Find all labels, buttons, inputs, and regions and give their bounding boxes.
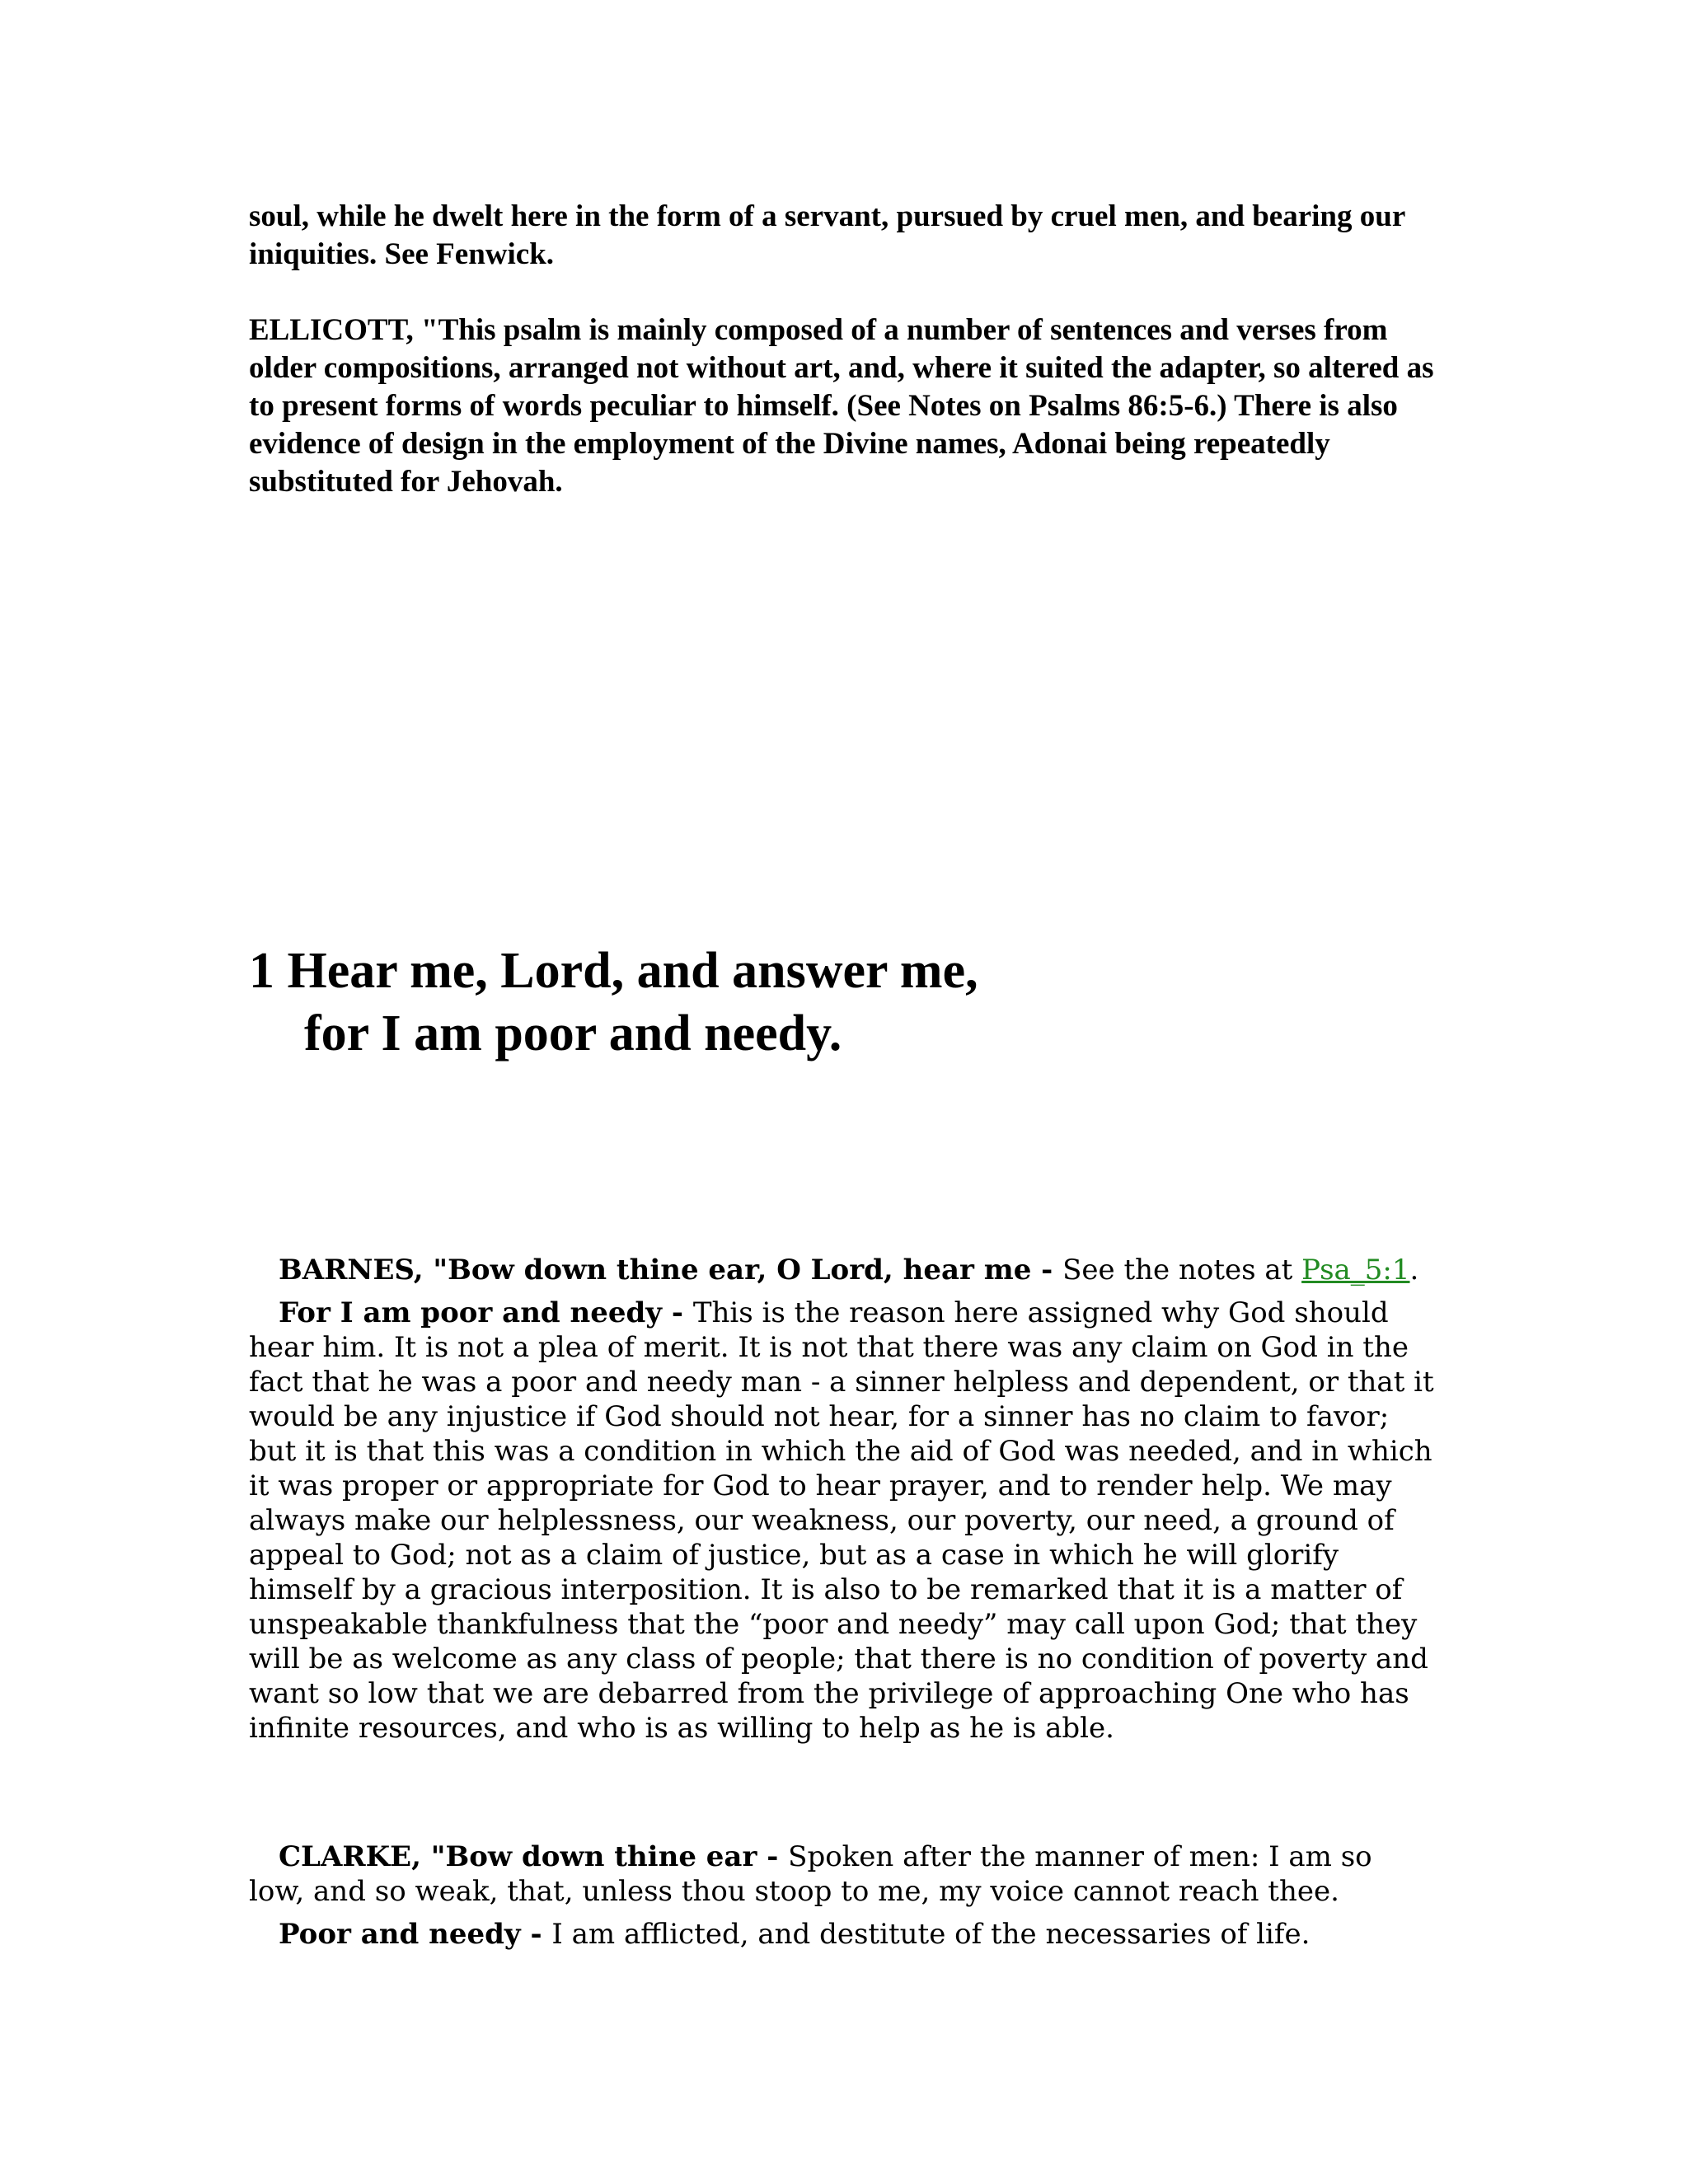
intro-paragraph: soul, while he dwelt here in the form of a servant, pursued by cruel men, and bearing our iniquities. See Fenwick. — [249, 199, 1405, 271]
clarke-lead-2: Poor and needy - — [279, 1918, 552, 1951]
verse-heading — [249, 940, 978, 1065]
clarke-lead-1: CLARKE, "Bow down thine ear - — [279, 1840, 789, 1873]
verse-line-2: for I am poor and needy. — [304, 1005, 842, 1062]
clarke-text-2: I am afflicted, and destitute of the necessaries of life. — [551, 1918, 1311, 1951]
barnes-paragraph-1 — [249, 1253, 1436, 1287]
barnes-lead-2: For I am poor and needy - — [279, 1296, 693, 1329]
verse-line-1: 1 Hear me, Lord, and answer me, — [249, 943, 978, 999]
barnes-text-2: This is the reason here assigned why God should hear him. It is not a plea of merit. It is not that there was any claim on God in the fact that he was a poor and needy man - a sinner helpless and dependent, or that it would be any injustice if God should not hear, for a sinner has no claim to favor; but it is that this was a condition in which the aid of God was needed, and in which it was proper or appropriate for God to hear prayer, and to render help. We may always make our helplessness, our weakness, our poverty, our need, a ground of appeal to God; not as a claim of justice, but as a case in which he will glorify himself by a gracious interposition. It is also to be remarked that it is a matter of unspeakable thankfulness that the “poor and needy” may call upon God; that they will be as welcome as any class of people; that there is no condition of poverty and want so low that we are debarred from the privilege of approaching One who has infinite resources, and who is as willing to help as he is able. — [249, 1296, 1434, 1745]
clarke-paragraph-2 — [249, 1917, 1436, 1952]
clarke-text-1: Spoken after the manner of men: I am so low, and so weak, that, unless thou stoop to me, my voice cannot reach thee. — [249, 1840, 1372, 1908]
barnes-paragraph-2 — [249, 1296, 1436, 1746]
barnes-text-1: See the notes at — [1062, 1254, 1302, 1286]
clarke-paragraph-1 — [249, 1840, 1436, 1909]
barnes-lead-1: BARNES, "Bow down thine ear, O Lord, hear me - — [279, 1254, 1063, 1286]
scripture-reference-link[interactable]: Psa_5:1 — [1301, 1254, 1410, 1286]
barnes-text-1-end: . — [1409, 1254, 1419, 1286]
ellicott-commentary: ELLICOTT, "This psalm is mainly composed of a number of sentences and verses from older compositions, arranged not without art, and, where it suited the adapter, so altered as to present forms of words peculiar to himself. (See Notes on Psalms 86:5-6.) There is also evidence of design in the employment of the Divine names, Adonai being repeatedly substituted for Jehovah. — [249, 313, 1434, 499]
